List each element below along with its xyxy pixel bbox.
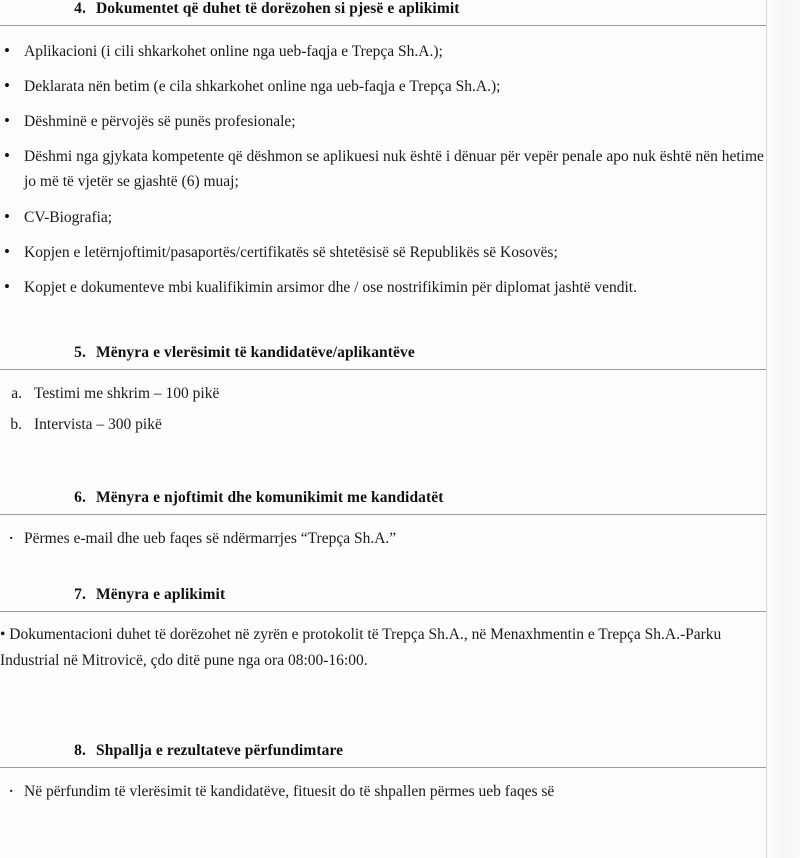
section-8-list — [0, 780, 766, 805]
section-6-list — [0, 527, 766, 552]
section-8-title: Shpallja e rezultateve përfundimtare — [96, 742, 344, 760]
list-item: • Dëshminë e përvojës së punës profesionale; — [0, 109, 766, 134]
section-7-title: Mënyra e aplikimit — [96, 586, 226, 604]
list-item: • Dëshmi nga gjykata kompetente që dëshmon se aplikuesi nuk është i dënuar për vepër penale apo nuk është nën hetime jo më të vjetër se gjashtë (6) muaj; — [0, 144, 766, 194]
section-8 — [0, 742, 766, 805]
section-6-number: 6. — [74, 489, 86, 507]
list-item-label: Intervista – 300 pikë — [34, 415, 162, 433]
section-7-heading — [60, 586, 766, 604]
section-7-paragraph: • Dokumentacioni duhet të dorëzohet në zyrën e protokolit të Trepça Sh.A., në Menaxhmentin e Trepça Sh.A.-Parku Industrial në Mitrovicë, çdo ditë pune nga ora 08:00-16:00. — [0, 626, 722, 670]
section-4-title: Dokumentet që duhet të dorëzohen si pjesë e aplikimit — [96, 0, 460, 17]
list-item: • Aplikacioni (i cili shkarkohet online nga ueb-faqja e Trepça Sh.A.); — [0, 39, 766, 64]
list-item: • CV-Biografia; — [0, 205, 766, 230]
section-4-list — [0, 39, 766, 300]
list-item — [0, 413, 766, 438]
section-4 — [0, 0, 766, 300]
section-8-number: 8. — [74, 742, 86, 760]
section-5-title: Mënyra e vlerësimit të kandidatëve/aplikantëve — [96, 343, 415, 361]
section-5-list — [0, 382, 766, 438]
section-6-title: Mënyra e njoftimit dhe komunikimit me kandidatët — [96, 489, 444, 507]
section-4-divider — [0, 25, 766, 26]
section-7 — [0, 586, 766, 674]
list-item: · Përmes e-mail dhe ueb faqes së ndërmarrjes “Trepça Sh.A.” — [0, 527, 766, 552]
scan-edge-line — [766, 0, 767, 858]
section-8-heading — [60, 742, 766, 760]
list-item: • Kopjet e dokumenteve mbi kualifikimin arsimor dhe / ose nostrifikimin për diplomat jashtë vendit. — [0, 275, 766, 300]
list-item-marker: a. — [11, 384, 22, 402]
spacer — [0, 552, 766, 586]
list-item: · Në përfundim të vlerësimit të kandidatëve, fituesit do të shpallen përmes ueb faqes së — [0, 780, 766, 805]
section-6-divider — [0, 514, 766, 515]
section-4-heading — [60, 0, 766, 18]
section-4-number: 4. — [74, 0, 86, 17]
section-5-number: 5. — [74, 343, 86, 361]
section-6 — [0, 489, 766, 552]
section-5-heading — [60, 344, 766, 362]
list-item: • Deklarata nën betim (e cila shkarkohet online nga ueb-faqja e Trepça Sh.A.); — [0, 74, 766, 99]
spacer — [0, 674, 766, 720]
section-6-heading — [60, 489, 766, 507]
scan-edge-shadow — [766, 0, 800, 858]
list-item-label: Testimi me shkrim – 100 pikë — [34, 384, 220, 402]
list-item — [0, 382, 766, 407]
section-7-number: 7. — [74, 586, 86, 604]
section-5 — [0, 344, 766, 438]
spacer — [0, 720, 766, 742]
section-8-divider — [0, 767, 766, 768]
spacer — [0, 443, 766, 489]
spacer — [0, 310, 766, 344]
list-item-marker: b. — [10, 415, 22, 433]
list-item: • Kopjen e letërnjoftimit/pasaportës/certifikatës së shtetësisë së Republikës së Kosovës; — [0, 240, 766, 265]
section-5-divider — [0, 369, 766, 370]
section-7-divider — [0, 611, 766, 612]
